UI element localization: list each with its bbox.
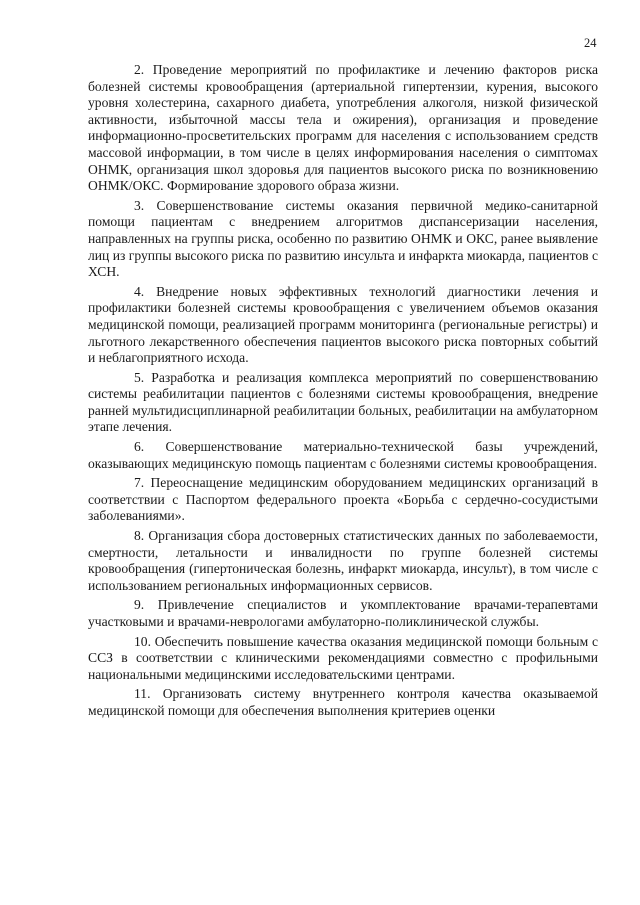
paragraph-item-6: 6. Совершенствование материально-технической базы учреждений, оказывающих медицинскую помощь пациентам с болезнями системы кровообращения. [88, 439, 598, 471]
paragraph-item-7: 7. Переоснащение медицинским оборудованием медицинских организаций в соответствии с Паспортом федерального проекта «Борьба с сердечно-сосудистыми заболеваниями». [88, 475, 598, 524]
paragraph-item-11: 11. Организовать систему внутреннего контроля качества оказываемой медицинской помощи для обеспечения выполнения критериев оценки [88, 686, 598, 718]
paragraph-item-4: 4. Внедрение новых эффективных технологий диагностики лечения и профилактики болезней системы кровообращения с увеличением объемов оказания медицинской помощи, реализацией программ мониторинга (региональные регистры) и льготного лекарственного обеспечения пациентов высокого риска повторных событий и неблагоприятного исхода. [88, 283, 598, 366]
paragraph-item-2: 2. Проведение мероприятий по профилактике и лечению факторов риска болезней системы кровообращения (артериальной гипертензии, курения, высокого уровня холестерина, сахарного диабета, употребления алкоголя, низкой физической активности, избыточной массы тела и ожирения), организация и проведение информационно-просветительских программ для населения с использованием средств массовой информации, в том числе в целях информирования населения о симптомах ОНМК, организация школ здоровья для пациентов высокого риска по возникновению ОНМК/ОКС. Формирование здорового образа жизни. [88, 62, 598, 194]
body-text [88, 62, 598, 723]
paragraph-item-9: 9. Привлечение специалистов и укомплектование врачами-терапевтами участковыми и врачами-неврологами амбулаторно-поликлинической службы. [88, 597, 598, 629]
page-number: 24 [584, 36, 597, 50]
paragraph-item-8: 8. Организация сбора достоверных статистических данных по заболеваемости, смертности, летальности и инвалидности по группе болезней системы кровообращения (гипертоническая болезнь, инфаркт миокарда, инсульт), в том числе с использованием региональных информационных сервисов. [88, 528, 598, 593]
paragraph-item-10: 10. Обеспечить повышение качества оказания медицинской помощи больным с ССЗ в соответствии с клиническими рекомендациями совместно с профильными национальными медицинскими исследовательскими центрами. [88, 633, 598, 682]
paragraph-item-3: 3. Совершенствование системы оказания первичной медико-санитарной помощи пациентам с внедрением алгоритмов диспансеризации населения, направленных на группы риска, особенно по развитию ОНМК и ОКС, ранее выявление лиц из группы высокого риска по развитию инсульта и инфаркта миокарда, пациентов с ХСН. [88, 197, 598, 280]
paragraph-item-5: 5. Разработка и реализация комплекса мероприятий по совершенствованию системы реабилитации пациентов с болезнями системы кровообращения, внедрение ранней мультидисциплинарной реабилитации больных, реабилитации на амбулаторном этапе лечения. [88, 369, 598, 435]
